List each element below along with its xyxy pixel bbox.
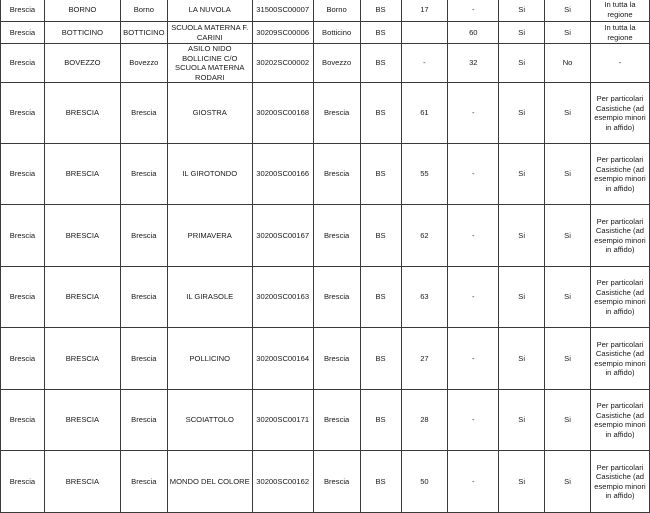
cell-municipality-upper: BORNO	[44, 0, 120, 22]
cell-flag-a: Si	[499, 205, 545, 267]
table-row	[1, 328, 650, 390]
cell-province: Brescia	[1, 205, 45, 267]
cell-school-name: POLLICINO	[167, 328, 252, 390]
cell-scope: Per particolari Casistiche (ad esempio minori in affido)	[590, 83, 649, 144]
cell-municipality-upper: BOTTICINO	[44, 22, 120, 44]
cell-locality: Brescia	[313, 144, 360, 205]
cell-scope: In tutta la regione	[590, 22, 649, 44]
cell-province-code: BS	[360, 22, 401, 44]
cell-school-name: SCOIATTOLO	[167, 390, 252, 451]
cell-flag-b: Si	[545, 451, 591, 513]
cell-flag-b: Si	[545, 0, 591, 22]
cell-province: Brescia	[1, 144, 45, 205]
cell-count-a: 61	[401, 83, 448, 144]
cell-province-code: BS	[360, 144, 401, 205]
cell-flag-a: Si	[499, 267, 545, 328]
cell-province-code: BS	[360, 205, 401, 267]
cell-province: Brescia	[1, 390, 45, 451]
cell-province: Brescia	[1, 267, 45, 328]
cell-school-code: 30209SC00006	[252, 22, 313, 44]
cell-count-a: 55	[401, 144, 448, 205]
cell-scope: Per particolari Casistiche (ad esempio minori in affido)	[590, 144, 649, 205]
cell-school-code: 30200SC00168	[252, 83, 313, 144]
table-body	[1, 0, 650, 513]
cell-flag-b: Si	[545, 205, 591, 267]
cell-municipality: Brescia	[120, 390, 167, 451]
table-row	[1, 0, 650, 22]
cell-locality: Borno	[313, 0, 360, 22]
cell-locality: Brescia	[313, 390, 360, 451]
cell-scope: -	[590, 44, 649, 83]
cell-province: Brescia	[1, 328, 45, 390]
cell-school-name: ASILO NIDO BOLLICINE C/O SCUOLA MATERNA RODARI	[167, 44, 252, 83]
cell-flag-a: Si	[499, 83, 545, 144]
cell-flag-a: Si	[499, 44, 545, 83]
cell-province: Brescia	[1, 0, 45, 22]
cell-count-b: -	[448, 328, 499, 390]
cell-municipality-upper: BRESCIA	[44, 144, 120, 205]
cell-school-name: PRIMAVERA	[167, 205, 252, 267]
table-row	[1, 144, 650, 205]
cell-municipality-upper: BRESCIA	[44, 451, 120, 513]
cell-flag-a: Si	[499, 390, 545, 451]
cell-province: Brescia	[1, 44, 45, 83]
table-row	[1, 267, 650, 328]
cell-locality: Brescia	[313, 205, 360, 267]
cell-scope: In tutta la regione	[590, 0, 649, 22]
cell-municipality: Brescia	[120, 451, 167, 513]
cell-municipality: Bovezzo	[120, 44, 167, 83]
cell-count-b: -	[448, 451, 499, 513]
cell-municipality-upper: BRESCIA	[44, 390, 120, 451]
cell-municipality-upper: BRESCIA	[44, 267, 120, 328]
cell-municipality-upper: BOVEZZO	[44, 44, 120, 83]
cell-flag-b: Si	[545, 83, 591, 144]
cell-count-b: -	[448, 267, 499, 328]
cell-scope: Per particolari Casistiche (ad esempio minori in affido)	[590, 267, 649, 328]
cell-locality: Brescia	[313, 451, 360, 513]
cell-school-code: 30200SC00171	[252, 390, 313, 451]
cell-municipality: BOTTICINO	[120, 22, 167, 44]
cell-municipality-upper: BRESCIA	[44, 83, 120, 144]
cell-count-a: 28	[401, 390, 448, 451]
cell-flag-b: Si	[545, 144, 591, 205]
cell-count-b: -	[448, 0, 499, 22]
cell-count-a: 63	[401, 267, 448, 328]
cell-school-code: 30200SC00164	[252, 328, 313, 390]
cell-flag-a: Si	[499, 0, 545, 22]
cell-school-code: 30202SC00002	[252, 44, 313, 83]
cell-count-a	[401, 22, 448, 44]
table-row	[1, 83, 650, 144]
cell-flag-b: Si	[545, 22, 591, 44]
cell-flag-b: Si	[545, 328, 591, 390]
cell-locality: Brescia	[313, 267, 360, 328]
cell-municipality-upper: BRESCIA	[44, 205, 120, 267]
cell-count-a: 62	[401, 205, 448, 267]
cell-count-b: 60	[448, 22, 499, 44]
table-row	[1, 451, 650, 513]
cell-scope: Per particolari Casistiche (ad esempio minori in affido)	[590, 451, 649, 513]
cell-school-code: 31500SC00007	[252, 0, 313, 22]
cell-count-b: 32	[448, 44, 499, 83]
cell-count-b: -	[448, 83, 499, 144]
table-row	[1, 44, 650, 83]
cell-province-code: BS	[360, 267, 401, 328]
cell-flag-a: Si	[499, 451, 545, 513]
cell-school-code: 30200SC00167	[252, 205, 313, 267]
cell-municipality: Brescia	[120, 83, 167, 144]
cell-count-a: 50	[401, 451, 448, 513]
cell-province: Brescia	[1, 83, 45, 144]
cell-locality: Brescia	[313, 83, 360, 144]
table-row	[1, 390, 650, 451]
table-row	[1, 205, 650, 267]
cell-province-code: BS	[360, 0, 401, 22]
cell-school-code: 30200SC00162	[252, 451, 313, 513]
cell-province: Brescia	[1, 22, 45, 44]
cell-locality: Brescia	[313, 328, 360, 390]
cell-flag-a: Si	[499, 22, 545, 44]
cell-scope: Per particolari Casistiche (ad esempio minori in affido)	[590, 328, 649, 390]
cell-school-code: 30200SC00163	[252, 267, 313, 328]
cell-scope: Per particolari Casistiche (ad esempio minori in affido)	[590, 390, 649, 451]
cell-count-a: -	[401, 44, 448, 83]
cell-province-code: BS	[360, 390, 401, 451]
cell-province-code: BS	[360, 83, 401, 144]
cell-locality: Bovezzo	[313, 44, 360, 83]
cell-count-a: 27	[401, 328, 448, 390]
cell-municipality: Borno	[120, 0, 167, 22]
cell-municipality: Brescia	[120, 267, 167, 328]
cell-province: Brescia	[1, 451, 45, 513]
cell-province-code: BS	[360, 328, 401, 390]
cell-school-code: 30200SC00166	[252, 144, 313, 205]
cell-flag-b: No	[545, 44, 591, 83]
cell-school-name: GIOSTRA	[167, 83, 252, 144]
cell-school-name: MONDO DEL COLORE	[167, 451, 252, 513]
cell-municipality: Brescia	[120, 144, 167, 205]
cell-municipality: Brescia	[120, 328, 167, 390]
table-row	[1, 22, 650, 44]
cell-count-a: 17	[401, 0, 448, 22]
cell-flag-a: Si	[499, 144, 545, 205]
cell-flag-b: Si	[545, 390, 591, 451]
cell-school-name: IL GIRASOLE	[167, 267, 252, 328]
cell-school-name: SCUOLA MATERNA F. CARINI	[167, 22, 252, 44]
cell-school-name: LA NUVOLA	[167, 0, 252, 22]
cell-municipality-upper: BRESCIA	[44, 328, 120, 390]
cell-scope: Per particolari Casistiche (ad esempio minori in affido)	[590, 205, 649, 267]
cell-province-code: BS	[360, 451, 401, 513]
cell-locality: Botticino	[313, 22, 360, 44]
cell-flag-b: Si	[545, 267, 591, 328]
cell-flag-a: Si	[499, 328, 545, 390]
cell-count-b: -	[448, 390, 499, 451]
cell-count-b: -	[448, 205, 499, 267]
cell-count-b: -	[448, 144, 499, 205]
cell-province-code: BS	[360, 44, 401, 83]
cell-municipality: Brescia	[120, 205, 167, 267]
cell-school-name: IL GIROTONDO	[167, 144, 252, 205]
